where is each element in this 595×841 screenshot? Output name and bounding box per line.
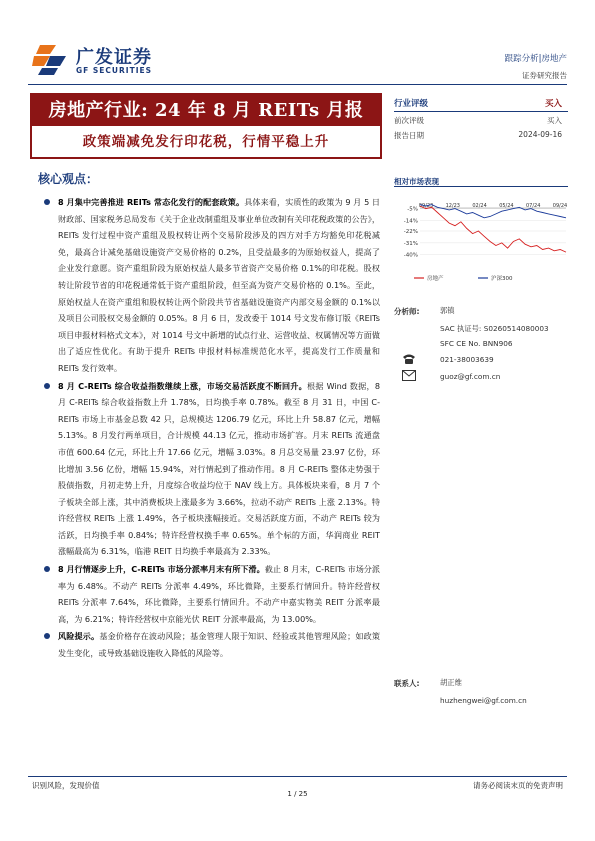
chart-divider (394, 186, 568, 187)
contact-name: 胡正维 (440, 678, 462, 687)
paragraph-lead: 风险提示。 (58, 631, 100, 642)
x-tick-label: 05/24 (499, 203, 514, 209)
brand-name-en: GF SECURITIES (76, 66, 153, 75)
email-icon (402, 370, 416, 381)
legend-label: 房地产 (427, 276, 444, 282)
rating-panel (394, 96, 568, 142)
footer-slogan: 识别风险，发现价值 (32, 781, 100, 790)
analyst-phone: 021-38003639 (440, 355, 494, 364)
bullet-icon (44, 383, 50, 389)
paragraph-index (44, 378, 380, 561)
x-tick-label: 02/24 (472, 203, 487, 209)
footer-divider (28, 776, 567, 777)
report-date-value: 2024-09-16 (518, 130, 562, 139)
previous-rating-value: 买入 (547, 116, 562, 125)
rating-value: 买入 (544, 99, 562, 109)
analyst-label: 分析师: (394, 307, 420, 316)
rating-label: 行业评级 (394, 99, 429, 109)
analyst-email[interactable]: guoz@gf.com.cn (440, 372, 501, 381)
paragraph-text: 根据 Wind 数据，8 月 C-REITs 综合收益指数上升 1.78%，日均换手率 0.78%。截至 8 月 31 日，中国 C-REITs 市场上市基金总数 42 只，总规模达 1206.79 亿元，环比上升 58.87 亿元，增幅 5.13%。8 月发行两单项目，合计规模 44.13 亿元，推动市场扩容。月末 REITs 流通盘市值 600.64 亿元，环比上升 17.66 亿元，增幅 3.03%。8 月总交易量 23.97 亿份，环比增加 3.56 亿份，增幅 15.94%，对行情起到了推动作用。8 月 C-REITs 整体走势强于股债指数，月初走势上升，月度综合收益均位于 NAV 线上方。具体板块来看，8 月 7 个子板块全部上涨，其中消费板块上涨最多为 3.66%，拉动不动产 REITs 上涨 2.13%。特许经营权 REITs 上涨 1.49%，各子板块涨幅接近。交易活跃度方面，不动产 REITs 较为活跃，日均换手率 0.84%；特许经营权换手率 0.65%。单个标的方面，华润商业 REIT 涨幅最高为 6.31%，临港 REIT 日均换手率最高为 2.33%。 (58, 380, 380, 557)
bullet-icon (44, 199, 50, 205)
bullet-icon (44, 566, 50, 572)
y-tick-label: -14% (403, 218, 418, 225)
previous-rating-label: 前次评级 (394, 116, 424, 125)
report-date-row (394, 127, 568, 142)
contact-label: 联系人: (394, 679, 420, 688)
paragraph-distribution (44, 561, 380, 627)
y-tick-label: -40% (403, 252, 418, 259)
series-line (420, 205, 566, 218)
legend-label: 沪深300 (491, 276, 513, 282)
paragraph-text: 截止 8 月末，C-REITs 市场分派率为 6.48%。不动产 REITs 分派率 4.49%，环比微降，主要系行情回升。特许经营权 REITs 分派率 7.64%，环比微降，主要系行情回升。不动产中嘉实物美 REIT 分派率最高，为 6.21%；特许经营权中京能光伏 REIT 分派率最高，为 13.00%。 (58, 564, 380, 624)
report-date-label: 报告日期 (394, 131, 424, 140)
report-subtitle: 政策端减免发行印花税，行情平稳上升 (82, 134, 330, 150)
contact-email[interactable]: huzhengwei@gf.com.cn (440, 696, 527, 705)
analyst-sac: SAC 执证号: S0260514080003 (440, 324, 549, 333)
previous-rating-row (394, 112, 568, 127)
x-tick-label: 12/23 (445, 203, 461, 209)
paragraph-lead: 8 月集中完善推进 REITs 常态化发行的配套政策。 (58, 197, 245, 207)
paragraph-lead: 8 月 C-REITs 综合收益指数继续上涨，市场交易活跃度不断回升。 (58, 380, 308, 391)
relative-performance-chart (394, 194, 568, 288)
analyst-name: 郭镇 (440, 306, 455, 315)
chart-title: 相对市场表现 (394, 177, 439, 186)
y-tick-label: -5% (407, 206, 418, 213)
report-category: 证券研究报告 (522, 71, 567, 80)
rating-header (394, 96, 568, 112)
report-type: 跟踪分析|房地产 (504, 54, 567, 64)
paragraph-lead: 8 月行情逐步上升，C-REITs 市场分派率月末有所下滑。 (58, 564, 265, 575)
title-box (30, 93, 382, 159)
gf-logo (30, 42, 190, 78)
header-divider (28, 84, 567, 85)
paragraph-policy (44, 194, 380, 377)
report-title: 房地产行业: 24 年 8 月 REITs 月报 (32, 95, 380, 126)
x-tick-label: 09/24 (552, 203, 568, 209)
y-tick-label: -31% (403, 240, 418, 247)
analyst-sfc: SFC CE No. BNN906 (440, 339, 513, 348)
x-tick-label: 07/24 (525, 203, 541, 209)
paragraph-text: 具体来看，实质性的政策为 9 月 5 日财政部、国家税务总局发布《关于企业改制重组及事业单位改制有关印花税政策的公告》，REITs 发行过程中资产重组及股权转让两个交易阶段涉及的四方对手方均豁免印花税减免，最高合计减免基础设施资产交易价格的 0.2%，且受益最多的为原始权益人，提高了企业发行意愿。资产重组阶段为原始权益人最多节省资产交易价格 0.1%的印花税。股权转让阶段节省的印花税通常低于资产重组阶段，但至高为资产交易价格的 0.1%。至此，原始权益人在资产重组和股权转让两个阶段共节省基础设施资产内部交易金额的 0.1%以及项目公司股权交易金额的 0.05%。8 月 6 日，发改委于 1014 号文发布修订版《REITs 项目申报材料格式文本》，对 1014 号文中新增的试点行业、运营收益、权属情况等方面做出了适应性优化。有助于提升 REITs 申报材料标准规范化水平，提高发行工作质量和 REITs 发行效率。 (58, 197, 381, 373)
phone-icon (402, 353, 416, 365)
paragraph-text: 基金价格存在波动风险；基金管理人限于知识、经验或其他管理风险；如政策发生变化，或导致基础设施收入降低的风险等。 (58, 631, 380, 659)
paragraph-risk (44, 628, 380, 661)
gf-logo-mark-icon (30, 42, 68, 78)
page-number: 1 / 25 (287, 790, 308, 798)
brand-name-cn: 广发证券 (76, 47, 152, 68)
core-views-heading: 核心观点： (38, 172, 99, 186)
x-tick-label: 09/23 (418, 203, 434, 209)
footer-disclaimer: 请务必阅读末页的免责声明 (473, 781, 563, 790)
core-views-body (44, 194, 380, 663)
y-tick-label: -22% (403, 229, 418, 235)
bullet-icon (44, 633, 50, 639)
